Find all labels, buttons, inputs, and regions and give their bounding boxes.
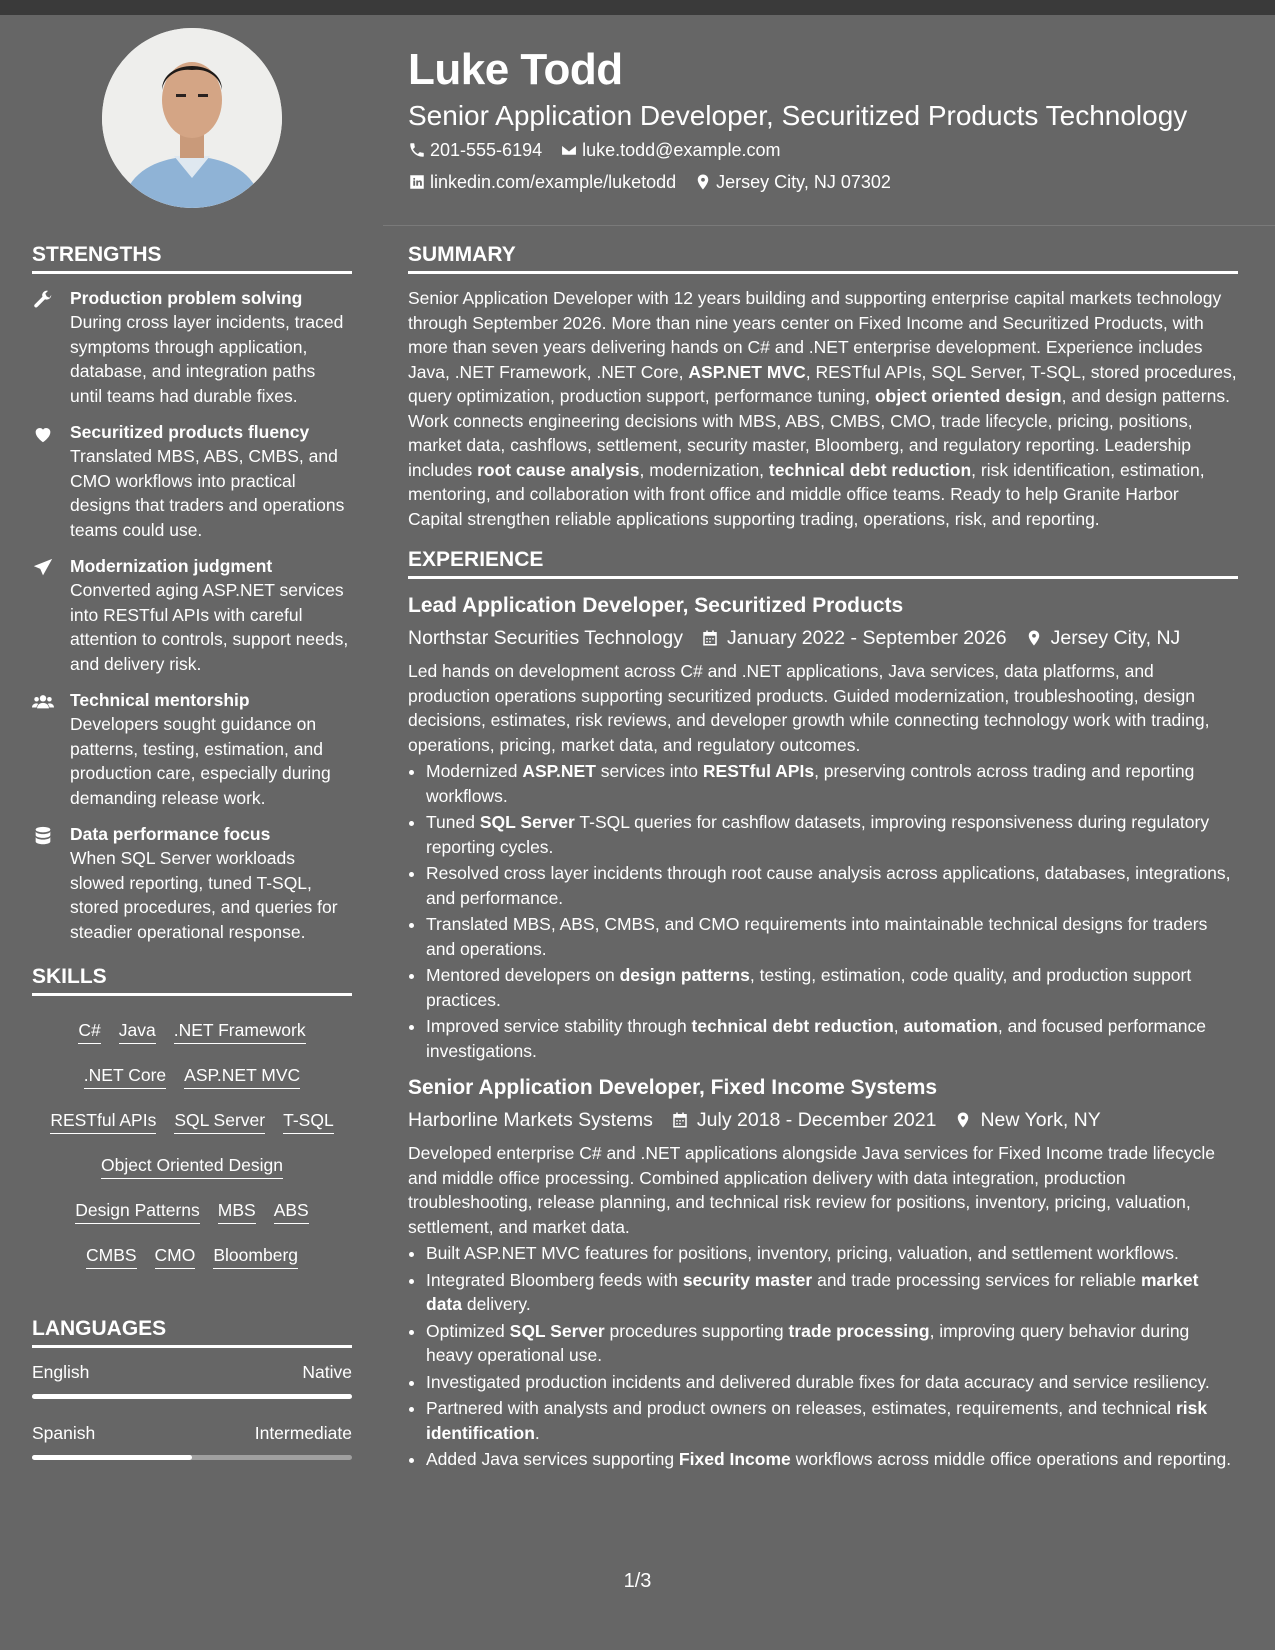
- text-run: workflows across middle office operations and reporting.: [790, 1449, 1232, 1469]
- skill-tag: ASP.NET MVC: [184, 1063, 300, 1089]
- skill-row: [32, 1053, 352, 1098]
- text-run: Built ASP.NET MVC features for positions, inventory, pricing, valuation, and settlement workflows.: [426, 1243, 1179, 1263]
- top-bar: [0, 0, 1275, 15]
- job-title: Senior Application Developer, Fixed Income Systems: [408, 1076, 938, 1099]
- strength-text: [70, 286, 352, 408]
- job-meta: [408, 623, 1238, 653]
- strength-text: [70, 420, 352, 542]
- strength-desc: Translated MBS, ABS, CMBS, and CMO workflows into practical designs that traders and operations teams could use.: [70, 446, 345, 540]
- language-name: English: [32, 1362, 90, 1382]
- emphasis: automation: [903, 1016, 998, 1036]
- header-divider: [383, 225, 1275, 226]
- strength-icon-wrap: [32, 822, 70, 944]
- summary-heading: SUMMARY: [408, 240, 1238, 274]
- skill-tag: Object Oriented Design: [101, 1153, 283, 1179]
- skill-row: [32, 1098, 352, 1143]
- skill-row: [32, 1143, 352, 1188]
- strength-item: [32, 420, 352, 542]
- text-run: and trade processing services for reliable: [812, 1269, 1141, 1290]
- calendar-icon: [701, 629, 719, 647]
- text-run: procedures supporting: [604, 1320, 789, 1341]
- emphasis: risk identification: [426, 1398, 1208, 1443]
- map-pin-icon: [694, 173, 712, 191]
- strengths-list: [32, 286, 352, 944]
- text-run: Improved service stability through: [426, 1016, 692, 1036]
- strength-item: [32, 822, 352, 944]
- job-description: Developed enterprise C# and .NET applications alongside Java services for Fixed Income trade lifecycle and middle office processing. Combined application delivery with data integration, production troubleshooting, release planning, and technical risk review for positions, inventory, pricing, valuation, settlement, and market data.: [408, 1143, 1216, 1237]
- emphasis: technical debt reduction: [691, 1016, 894, 1036]
- strength-icon-wrap: [32, 286, 70, 408]
- language-name: Spanish: [32, 1423, 96, 1443]
- left-column: [32, 240, 352, 1482]
- strength-text: [70, 822, 352, 944]
- strength-title: Modernization judgment: [70, 556, 273, 576]
- email[interactable]: [560, 134, 780, 166]
- strength-title: Technical mentorship: [70, 690, 250, 710]
- map-pin-icon: [1025, 629, 1043, 647]
- skill-tag: CMBS: [86, 1243, 137, 1269]
- text-run: .: [534, 1422, 540, 1443]
- paper-plane-icon: [32, 557, 54, 579]
- strengths-heading: STRENGTHS: [32, 240, 352, 274]
- text-run: , improving query behavior during heavy operational use.: [426, 1320, 1190, 1365]
- summary-text: [408, 286, 1238, 531]
- envelope-icon: [560, 141, 578, 159]
- skill-row: [32, 1188, 352, 1233]
- email-text[interactable]: luke.todd@example.com: [582, 140, 781, 160]
- skill-tag: Java: [119, 1018, 156, 1044]
- emphasis: technical debt reduction: [768, 459, 972, 480]
- skill-row: [32, 1008, 352, 1053]
- strength-icon-wrap: [32, 554, 70, 676]
- emphasis: SQL Server: [479, 812, 575, 832]
- phone-text: 201-555-6194: [430, 140, 543, 160]
- job-bullet: [426, 1447, 1238, 1472]
- language-level: Native: [302, 1362, 352, 1382]
- job-description: Led hands on development across C# and .NET applications, Java services, data platforms, and production operations supporting securitized products. Guided modernization, troubleshooting, design decisions, estimates, risk reviews, and developer growth while connecting technology work with trading, operations, pricing, market data, and regulatory outcomes.: [408, 661, 1210, 755]
- text-run: , modernization,: [639, 459, 769, 480]
- skills-list: [32, 1008, 352, 1278]
- phone-icon: [408, 141, 426, 159]
- job-bullet: [426, 963, 1238, 1012]
- experience-heading: EXPERIENCE: [408, 545, 1238, 579]
- text-run: Mentored developers on: [426, 965, 620, 985]
- job-meta: [408, 1105, 1238, 1135]
- strength-icon-wrap: [32, 420, 70, 542]
- text-run: , and focused performance investigations.: [426, 1016, 1207, 1061]
- candidate-name: Luke Todd: [408, 45, 623, 94]
- skill-tag: Bloomberg: [213, 1243, 298, 1269]
- linkedin-icon: [408, 173, 426, 191]
- job-location: New York, NY: [980, 1109, 1101, 1131]
- phone: [408, 134, 542, 166]
- strength-item: [32, 286, 352, 408]
- text-run: Integrated Bloomberg feeds with: [426, 1269, 683, 1290]
- location-text: Jersey City, NJ 07302: [716, 172, 891, 192]
- languages-list: [32, 1360, 352, 1460]
- text-run: , testing, estimation, code quality, and production support practices.: [426, 965, 1192, 1010]
- strength-desc: When SQL Server workloads slowed reporting, tuned T-SQL, stored procedures, and queries for steadier operational response.: [70, 848, 338, 942]
- job-bullet: [426, 759, 1238, 808]
- calendar-icon: [671, 1111, 689, 1129]
- language-proficiency-bar: [32, 1455, 352, 1460]
- skills-heading: SKILLS: [32, 962, 352, 996]
- emphasis: trade processing: [788, 1320, 930, 1341]
- profile-photo-icon: [102, 28, 282, 208]
- job-entry: [408, 591, 1238, 1063]
- skill-tag: MBS: [218, 1198, 256, 1224]
- contact-line-2: [408, 166, 1248, 198]
- text-run: Investigated production incidents and delivered durable fixes for data accuracy and service resiliency.: [426, 1371, 1210, 1392]
- emphasis: SQL Server: [509, 1320, 605, 1341]
- text-run: , risk identification, estimation, mentoring, and collaboration with front office and middle office teams. Ready to help Granite Harbor Capital strengthen reliable applications supporting trading, operations, risk, and reporting.: [408, 459, 1205, 529]
- job-bullet: [426, 810, 1238, 859]
- text-run: Partnered with analysts and product owners on releases, estimates, requirements, and technical: [426, 1398, 1176, 1418]
- language-row: [32, 1360, 352, 1384]
- skill-tag: .NET Framework: [174, 1018, 306, 1044]
- strength-text: [70, 688, 352, 810]
- job-entry: [408, 1073, 1238, 1472]
- job-bullet: [426, 1268, 1238, 1317]
- skill-tag: ABS: [274, 1198, 309, 1224]
- job-bullet: [426, 1319, 1238, 1368]
- languages-heading: LANGUAGES: [32, 1314, 352, 1348]
- strength-title: Securitized products fluency: [70, 422, 310, 442]
- job-bullet: [426, 1014, 1238, 1063]
- strength-title: Production problem solving: [70, 288, 303, 308]
- database-icon: [32, 825, 54, 847]
- text-run: , and design patterns. Work connects engineering decisions with MBS, ABS, CMBS, CMO, trade lifecycle, pricing, positions, market data, cashflows, settlement, security master, Bloomberg, and regulatory reporting. Leadership includes: [408, 386, 1230, 480]
- strength-text: [70, 554, 352, 676]
- language-proficiency-bar: [32, 1394, 352, 1399]
- skill-row: [32, 1233, 352, 1278]
- location: [694, 166, 891, 198]
- skill-tag: .NET Core: [84, 1063, 166, 1089]
- contact-line-1: [408, 134, 1248, 166]
- text-run: Translated MBS, ABS, CMBS, and CMO requirements into maintainable technical designs for traders and operations.: [426, 914, 1208, 959]
- heart-icon: [32, 423, 54, 445]
- strength-title: Data performance focus: [70, 824, 271, 844]
- text-run: Resolved cross layer incidents through root cause analysis across applications, databases, integrations, and performance.: [426, 863, 1231, 908]
- job-dates: January 2022 - September 2026: [726, 627, 1007, 649]
- emphasis: ASP.NET: [522, 761, 596, 781]
- job-title: Lead Application Developer, Securitized Products: [408, 594, 904, 617]
- skill-tag: CMO: [155, 1243, 196, 1269]
- strength-item: [32, 554, 352, 676]
- emphasis: object oriented design: [874, 386, 1062, 406]
- job-bullet: [426, 912, 1238, 961]
- strength-item: [32, 688, 352, 810]
- text-run: , preserving controls across trading and reporting workflows.: [426, 761, 1195, 806]
- text-run: Optimized: [426, 1320, 510, 1341]
- job-company: Harborline Markets Systems: [408, 1109, 653, 1131]
- strength-desc: During cross layer incidents, traced symptoms through application, database, and integration paths until teams had durable fixes.: [70, 312, 344, 406]
- language-row: [32, 1421, 352, 1445]
- text-run: Tuned: [426, 812, 480, 832]
- job-bullets: [408, 759, 1238, 1063]
- job-dates: July 2018 - December 2021: [696, 1109, 937, 1131]
- text-run: ,: [893, 1016, 904, 1036]
- job-bullet: [426, 1241, 1238, 1266]
- text-run: , RESTful APIs, SQL Server, T-SQL, stored procedures, query optimization, production support, performance tuning,: [408, 361, 1237, 406]
- candidate-title: Senior Application Developer, Securitized Products Technology: [408, 100, 1188, 131]
- linkedin[interactable]: [408, 166, 676, 198]
- emphasis: ASP.NET MVC: [688, 361, 806, 382]
- emphasis: market data: [426, 1269, 1199, 1314]
- emphasis: design patterns: [619, 965, 750, 985]
- emphasis: RESTful APIs: [702, 761, 815, 781]
- skill-tag: RESTful APIs: [50, 1108, 156, 1134]
- text-run: T-SQL queries for cashflow datasets, improving responsiveness during regulatory reporting cycles.: [426, 812, 1210, 857]
- language-proficiency-fill: [32, 1394, 352, 1399]
- users-icon: [32, 691, 54, 713]
- emphasis: security master: [682, 1269, 813, 1290]
- skill-tag: Design Patterns: [75, 1198, 200, 1224]
- language-level: Intermediate: [254, 1423, 352, 1443]
- strength-icon-wrap: [32, 688, 70, 810]
- job-company: Northstar Securities Technology: [408, 627, 683, 649]
- strength-desc: Developers sought guidance on patterns, testing, estimation, and production care, especially during demanding release work.: [70, 714, 331, 808]
- job-location: Jersey City, NJ: [1050, 627, 1181, 649]
- text-run: Added Java services supporting: [426, 1449, 679, 1469]
- skill-tag: C#: [78, 1018, 100, 1044]
- text-run: delivery.: [461, 1294, 531, 1314]
- text-run: services into: [595, 761, 703, 781]
- job-bullet: [426, 1370, 1238, 1395]
- emphasis: Fixed Income: [678, 1449, 791, 1469]
- language-proficiency-fill: [32, 1455, 192, 1460]
- emphasis: root cause analysis: [477, 459, 640, 480]
- skill-tag: T-SQL: [283, 1108, 334, 1134]
- skill-tag: SQL Server: [174, 1108, 265, 1134]
- map-pin-icon: [954, 1111, 972, 1129]
- job-bullet: [426, 1396, 1238, 1445]
- job-bullets: [408, 1241, 1238, 1472]
- page-number: 1/3: [623, 1570, 652, 1592]
- strength-desc: Converted aging ASP.NET services into RESTful APIs with careful attention to controls, support needs, and delivery risk.: [70, 580, 349, 674]
- header: [408, 44, 1248, 198]
- job-bullet: [426, 861, 1238, 910]
- text-run: Modernized: [426, 761, 523, 781]
- experience-list: [408, 591, 1238, 1472]
- linkedin-text[interactable]: linkedin.com/example/luketodd: [430, 172, 677, 192]
- right-column: [408, 240, 1238, 1474]
- avatar: [102, 28, 282, 208]
- wrench-icon: [32, 289, 54, 311]
- text-run: Senior Application Developer with 12 years building and supporting enterprise capital markets technology through September 2026. More than nine years center on Fixed Income and Securitized Products, with more than seven years delivering hands on C# and .NET enterprise development. Experience includes Java, .NET Framework, .NET Core,: [408, 288, 1222, 382]
